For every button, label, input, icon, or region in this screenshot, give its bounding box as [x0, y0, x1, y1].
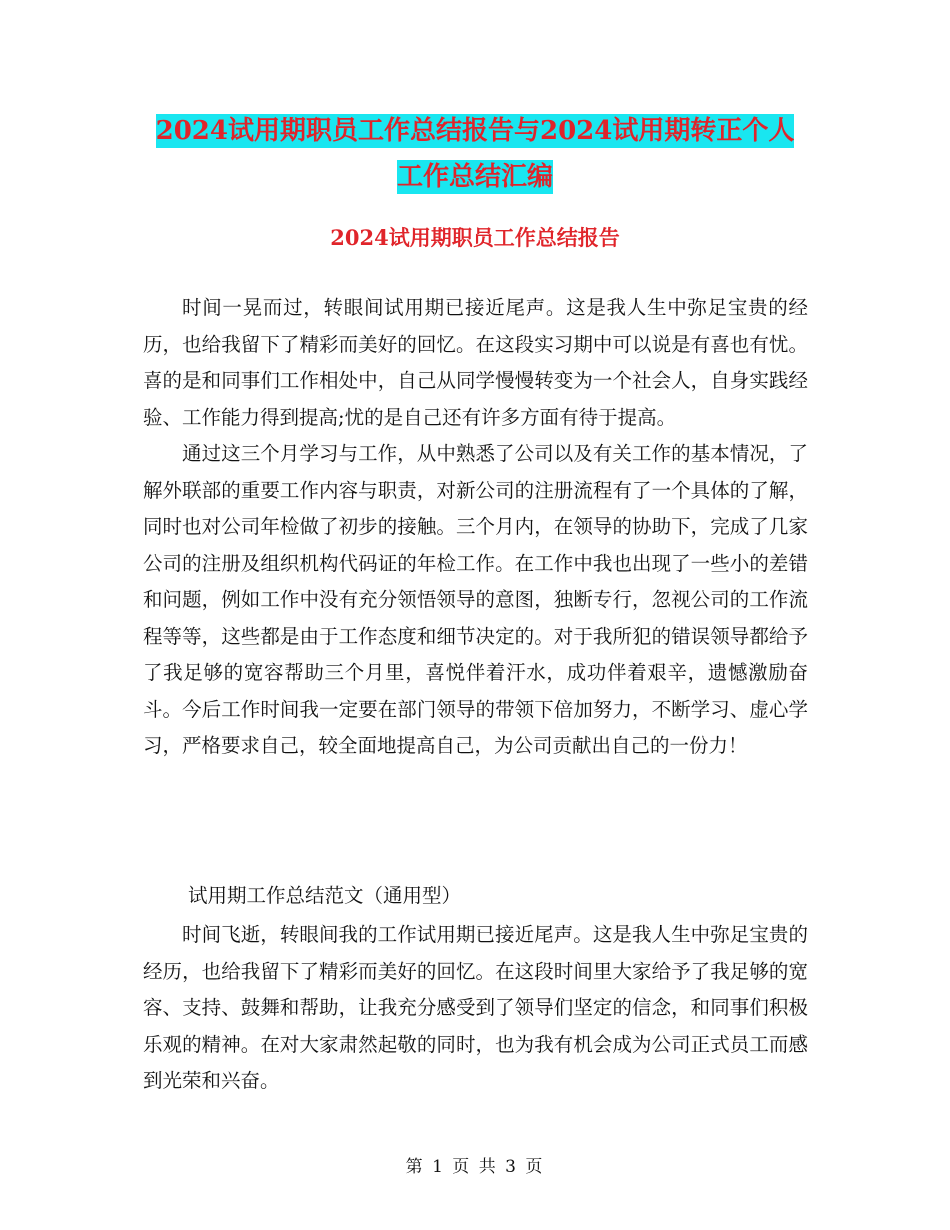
- paragraph-2: 通过这三个月学习与工作，从中熟悉了公司以及有关工作的基本情况，了解外联部的重要工作内容与职责，对新公司的注册流程有了一个具体的了解，同时也对公司年检做了初步的接触。三个月内，在领导的协助下，完成了几家公司的注册及组织机构代码证的年检工作。在工作中我也出现了一些小的差错和问题，例如工作中没有充分领悟领导的意图，独断专行，忽视公司的工作流程等等，这些都是由于工作态度和细节决定的。对于我所犯的错误领导都给予了我足够的宽容帮助三个月里，喜悦伴着汗水，成功伴着艰辛，遗憾激励奋斗。今后工作时间我一定要在部门领导的带领下倍加努力，不断学习、虚心学习，严格要求自己，较全面地提高自己，为公司贡献出自己的一份力！: [143, 442, 808, 757]
- paragraph-3: 时间飞逝，转眼间我的工作试用期已接近尾声。这是我人生中弥足宝贵的经历，也给我留下了精彩而美好的回忆。在这段时间里大家给予了我足够的宽容、支持、鼓舞和帮助，让我充分感受到了领导们坚定的信念，和同事们积极乐观的精神。在对大家肃然起敬的同时，也为我有机会成为公司正式员工而感到光荣和兴奋。: [143, 923, 808, 1092]
- body-text-2: [143, 917, 808, 1100]
- paragraph-1: 时间一晃而过，转眼间试用期已接近尾声。这是我人生中弥足宝贵的经历，也给我留下了精彩而美好的回忆。在这段实习期中可以说是有喜也有忧。喜的是和同事们工作相处中，自己从同学慢慢转变为一个社会人，自身实践经验、工作能力得到提高;忧的是自己还有许多方面有待于提高。: [143, 296, 808, 429]
- subheading: 试用期工作总结范文（通用型）: [188, 884, 462, 907]
- document-title: [0, 108, 950, 200]
- title-line-2: 工作总结汇编: [396, 162, 553, 192]
- section-title: 2024试用期职员工作总结报告: [330, 225, 620, 250]
- title-line-1: 2024试用期职员工作总结报告与2024试用期转正个人: [155, 116, 795, 146]
- page-footer: 第 1 页 共 3 页: [405, 1157, 545, 1177]
- body-text-1: [143, 290, 808, 765]
